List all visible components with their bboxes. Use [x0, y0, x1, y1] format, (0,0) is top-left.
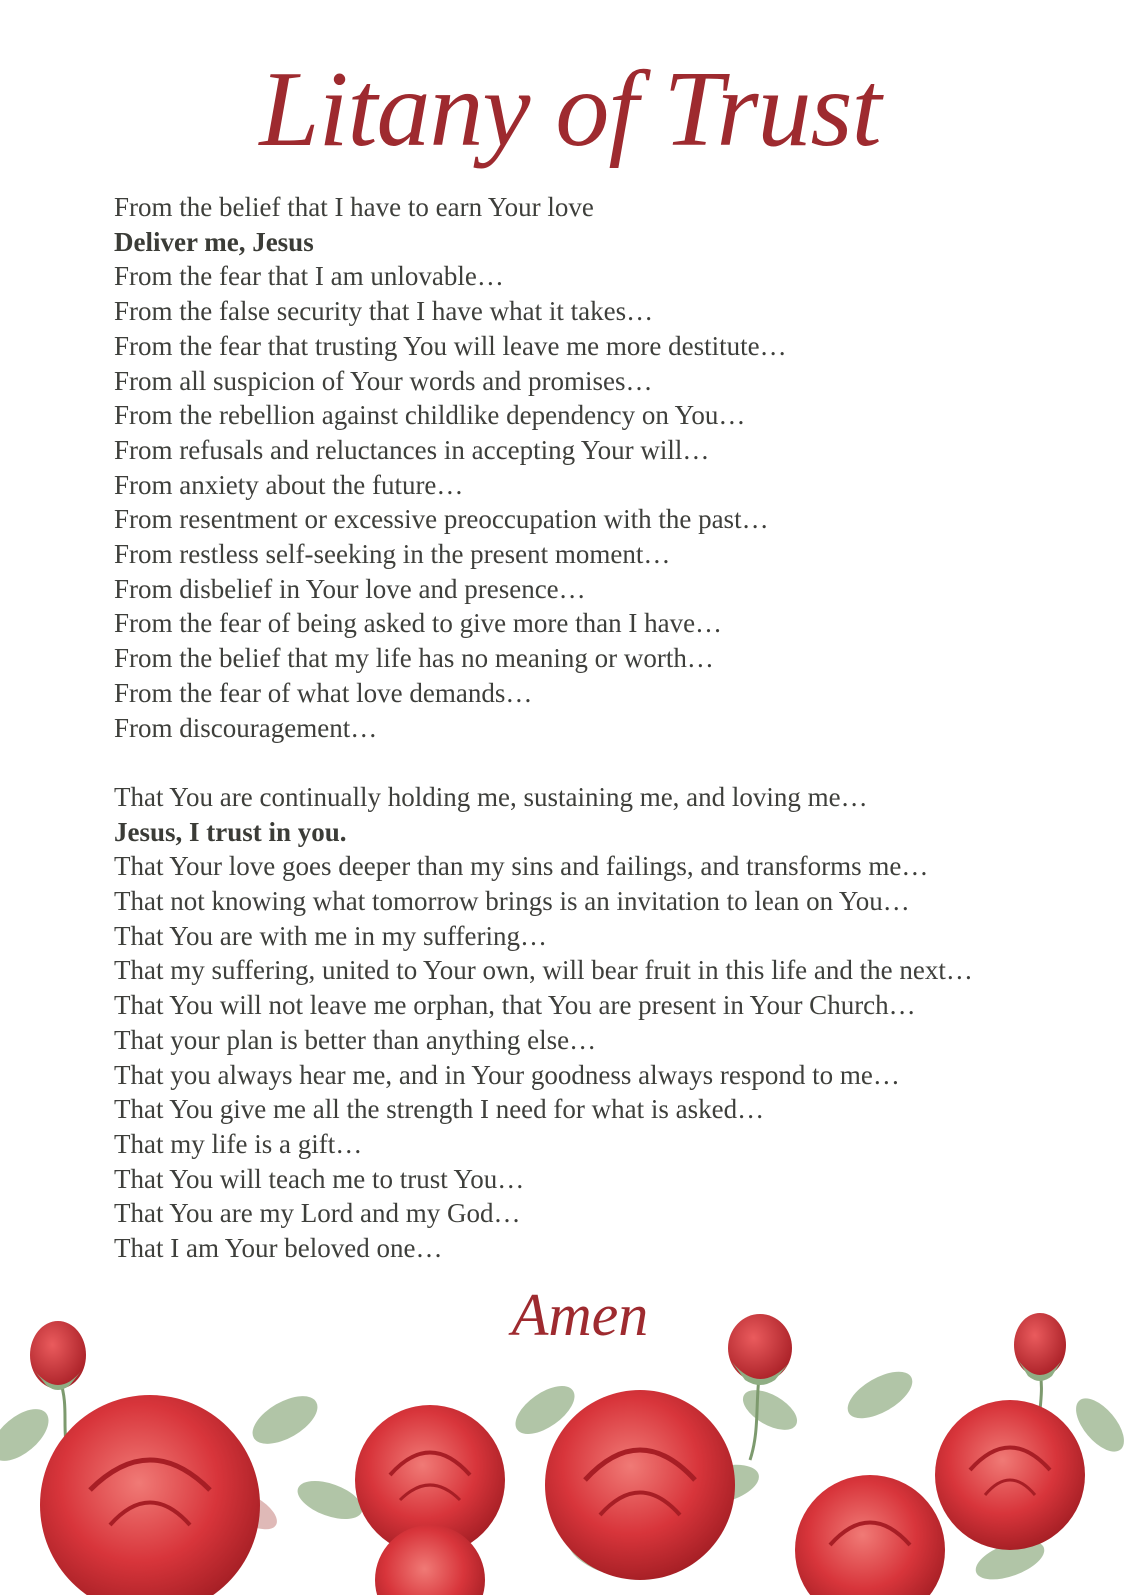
- petition-line: That You will teach me to trust You…: [114, 1163, 525, 1194]
- petition-line: From all suspicion of Your words and promises…: [114, 365, 653, 396]
- rose-large-1: [40, 1395, 260, 1595]
- petition-line: From the fear of what love demands…: [114, 677, 533, 708]
- rose-bud-right: [1014, 1313, 1066, 1381]
- petition-line: That Your love goes deeper than my sins and failings, and transforms me…: [114, 851, 929, 882]
- petition-line: That You are continually holding me, sustaining me, and loving me…: [114, 781, 868, 812]
- petition-line: That not knowing what tomorrow brings is an invitation to lean on You…: [114, 886, 910, 917]
- petition-line: From the fear of being asked to give more than I have…: [114, 608, 723, 639]
- rose-large-5: [795, 1475, 945, 1595]
- petition-line: That your plan is better than anything else…: [114, 1024, 597, 1055]
- petition-line: That You are with me in my suffering…: [114, 920, 547, 951]
- petition-line: From resentment or excessive preoccupation with the past…: [114, 504, 769, 535]
- petition-line: From disbelief in Your love and presence…: [114, 573, 586, 604]
- rose-bud-center: [728, 1314, 792, 1385]
- petition-line: From restless self-seeking in the present moment…: [114, 539, 671, 570]
- litany-text: [114, 190, 1034, 1266]
- petition-line: From the belief that my life has no meaning or worth…: [114, 643, 714, 674]
- amen-signature: Amen: [511, 1282, 649, 1348]
- petition-line: That you always hear me, and in Your goodness always respond to me…: [114, 1059, 900, 1090]
- rose-large-6: [935, 1400, 1085, 1550]
- petition-line: From discouragement…: [114, 712, 378, 743]
- petition-line: From refusals and reluctances in accepting Your will…: [114, 434, 710, 465]
- petition-line: From the belief that I have to earn Your love: [114, 192, 594, 222]
- response-line: Jesus, I trust in you.: [114, 816, 347, 847]
- petition-line: That my life is a gift…: [114, 1128, 363, 1159]
- petition-line: From anxiety about the future…: [114, 469, 464, 500]
- petition-line: That I am Your beloved one…: [114, 1233, 443, 1264]
- rose-bud-left: [30, 1321, 86, 1390]
- roses-border-illustration: [0, 1300, 1140, 1595]
- rose-large-4: [545, 1390, 735, 1580]
- petition-line: From the false security that I have what it takes…: [114, 296, 654, 327]
- petition-line: From the rebellion against childlike dependency on You…: [114, 400, 746, 431]
- petition-line: That You are my Lord and my God…: [114, 1198, 521, 1229]
- page-title: Litany of Trust: [259, 50, 881, 169]
- response-line: Deliver me, Jesus: [114, 226, 314, 257]
- petition-line: That You give me all the strength I need for what is asked…: [114, 1094, 765, 1125]
- petition-line: From the fear that trusting You will leave me more destitute…: [114, 330, 787, 361]
- petition-line: That my suffering, united to Your own, will bear fruit in this life and the next…: [114, 955, 973, 986]
- petition-line: From the fear that I am unlovable…: [114, 261, 504, 292]
- section-gap: [114, 745, 1034, 780]
- petition-line: That You will not leave me orphan, that You are present in Your Church…: [114, 990, 916, 1021]
